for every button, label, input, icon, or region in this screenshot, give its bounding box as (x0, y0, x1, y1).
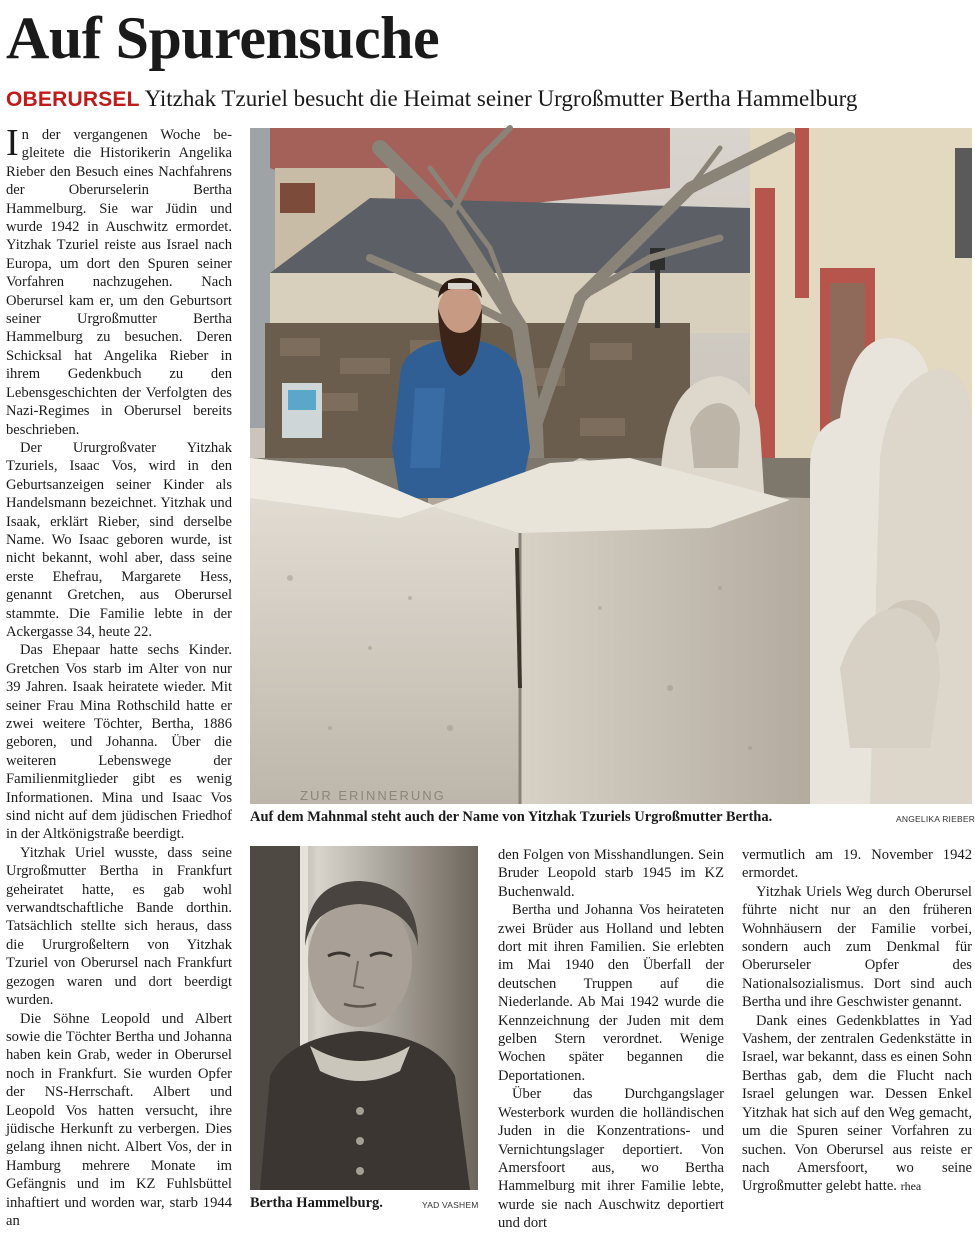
article-paragraph-2: Der Ururgroßvater Yitzhak Tzuriels, Isaac Vos, wird in den Geburtsanzeigen seiner Kinder als Handelsmann bezeichnet. Yitzhak und Isaak, erklärt Rieber, sind derselbe Name. Wo Isaac geboren wurde, ist nicht bekannt, wohl aber, dass seine erste Ehefrau, Margarete Hess, genannt Gretchen, aus Oberursel stammte. Die Familie lebte in der Ackergasse 34, heute 22. (6, 439, 232, 640)
stone-inscription: ZUR ERINNERUNG (300, 788, 446, 803)
article-paragraph-6: den Folgen von Misshandlungen. Sein Bruder Leopold starb 1945 im KZ Buchenwald. (498, 847, 724, 900)
paragraph-text: n der vergangenen Woche begleitete die Historikerin Angelika Rieber den Besuch eines Nachfahrens der Oberurselerin Bertha Hammelburg. Sie war Jüdin und wurde 1942 in Auschwitz ermordet. Yitzhak Tzuriel reiste aus Israel nach Europa, um dort den Spuren seiner Vorfahren nachzugehen. Nach Oberursel kam er, um den Geburtsort seiner Urgroßmutter Bertha Hammelburg zu besuchen. Deren Schicksal hat Angelika Rieber in ihrem Gedenkbuch zu den Lebensgeschichten der Verfolgten des Nazi-Regimes in Oberursel bereits beschrieben. (6, 127, 232, 438)
subline-text: Yitzhak Tzuriel besucht die Heimat seiner Urgroßmutter Bertha Hammelburg (144, 86, 858, 111)
portrait-credit: YAD VASHEM (422, 1200, 479, 1210)
article-paragraph-8: Über das Durchgangslager Westerbork wurden die holländischen Juden in die Konzentrations- und Vernichtungslager deportiert. Von Amersfoort aus, wo Bertha Hammelburg mit ihrer Familie lebte, wurde sie nach Auschwitz deportiert und dort (498, 1086, 724, 1232)
main-photo-caption: Auf dem Mahnmal steht auch der Name von Yitzhak Tzuriels Urgroßmutter Bertha. (250, 809, 773, 825)
article-paragraph-7: Bertha und Johanna Vos heirateten zwei Brüder aus Holland und lebten dort mit ihren Familien. Sie erlebten im Mai 1940 den Überfall der deutschen Truppen auf die Niederlande. Ab Mai 1942 wurde die Kennzeichnung der Juden mit dem gelben Stern verordnet. Wenige Wochen später begannen die Deportationen. (498, 902, 724, 1084)
dropcap: I (6, 122, 19, 164)
author-signature: rhea (900, 1179, 922, 1194)
memorial-photo (250, 128, 972, 804)
paragraph-text: Dank eines Gedenkblattes in Yad Vashem, der zentralen Gedenkstätte in Israel, war bekannt, dass es einen Sohn Berthas gab, dem die Flucht nach Israel gelungen war. Dessen Enkel Yitzhak hat sich auf den Weg gemacht, um die Spuren seiner Vorfahren zu suchen. Von Oberursel aus reiste er nach Amersfoort, wo seine Urgroßmutter gelebt hatte. (742, 1012, 972, 1195)
article-paragraph-3: Das Ehepaar hatte sechs Kinder. Gretchen Vos starb im Alter von nur 39 Jahren. Isaak heiratete wieder. Mit seiner Frau Mina Rothschild hatte er zwei weitere Töchter, Bertha, 1886 geboren, und Johanna. Über die weiteren Lebenswege der Familienmitglieder gibt es wenig Informationen. Mina und Isaac Vos sind nicht auf dem jüdischen Friedhof in der Altkönigstraße beerdigt. (6, 642, 232, 843)
article-column-3 (498, 846, 724, 1232)
article-paragraph-1 (6, 122, 232, 439)
article-column-4 (742, 846, 972, 1214)
article-column-1 (6, 122, 232, 1229)
location-tag: OBERURSEL (6, 88, 140, 111)
portrait-caption: Bertha Hammelburg. (250, 1195, 383, 1211)
article-paragraph-11 (742, 1012, 972, 1196)
main-photo-credit: ANGELIKA RIEBER (896, 814, 975, 824)
article-paragraph-9: vermutlich am 19. November 1942 ermordet. (742, 847, 972, 882)
portrait-photo (250, 846, 478, 1190)
headline: Auf Spurensuche (6, 5, 440, 71)
article-paragraph-5: Die Söhne Leopold und Albert sowie die Töchter Bertha und Johanna haben kein Grab, weder in Oberursel noch in Frankfurt. Sie wurden Opfer der NS-Herrschaft. Albert und Leopold Vos hatten versucht, ihre jüdische Herkunft zu verbergen. Dies gelang ihnen nicht. Albert Vos, der in Hamburg mehrere Monate im Gefängnis und im KZ Fuhlsbüttel inhaftiert und worden war, starb 1944 an (6, 1010, 232, 1229)
article-paragraph-4: Yitzhak Uriel wusste, dass seine Urgroßmutter Bertha in Frankfurt geheiratet hatte, es gab wohl verwandtschaftliche Bande dorthin. Tatsächlich stellte sich heraus, dass die Ururgroßeltern von Yitzhak Tzuriel von Oberursel nach Frankfurt gezogen waren und dort beerdigt wurden. (6, 844, 232, 1009)
article-paragraph-10: Yitzhak Uriels Weg durch Oberursel führte nicht nur an den früheren Wohnhäusern der Familie vorbei, sondern auch zum Denkmal für Oberurseler Opfer des Nationalsozialismus. Dort sind auch Bertha und ihre Geschwister genannt. (742, 883, 972, 1011)
subline (6, 84, 857, 115)
